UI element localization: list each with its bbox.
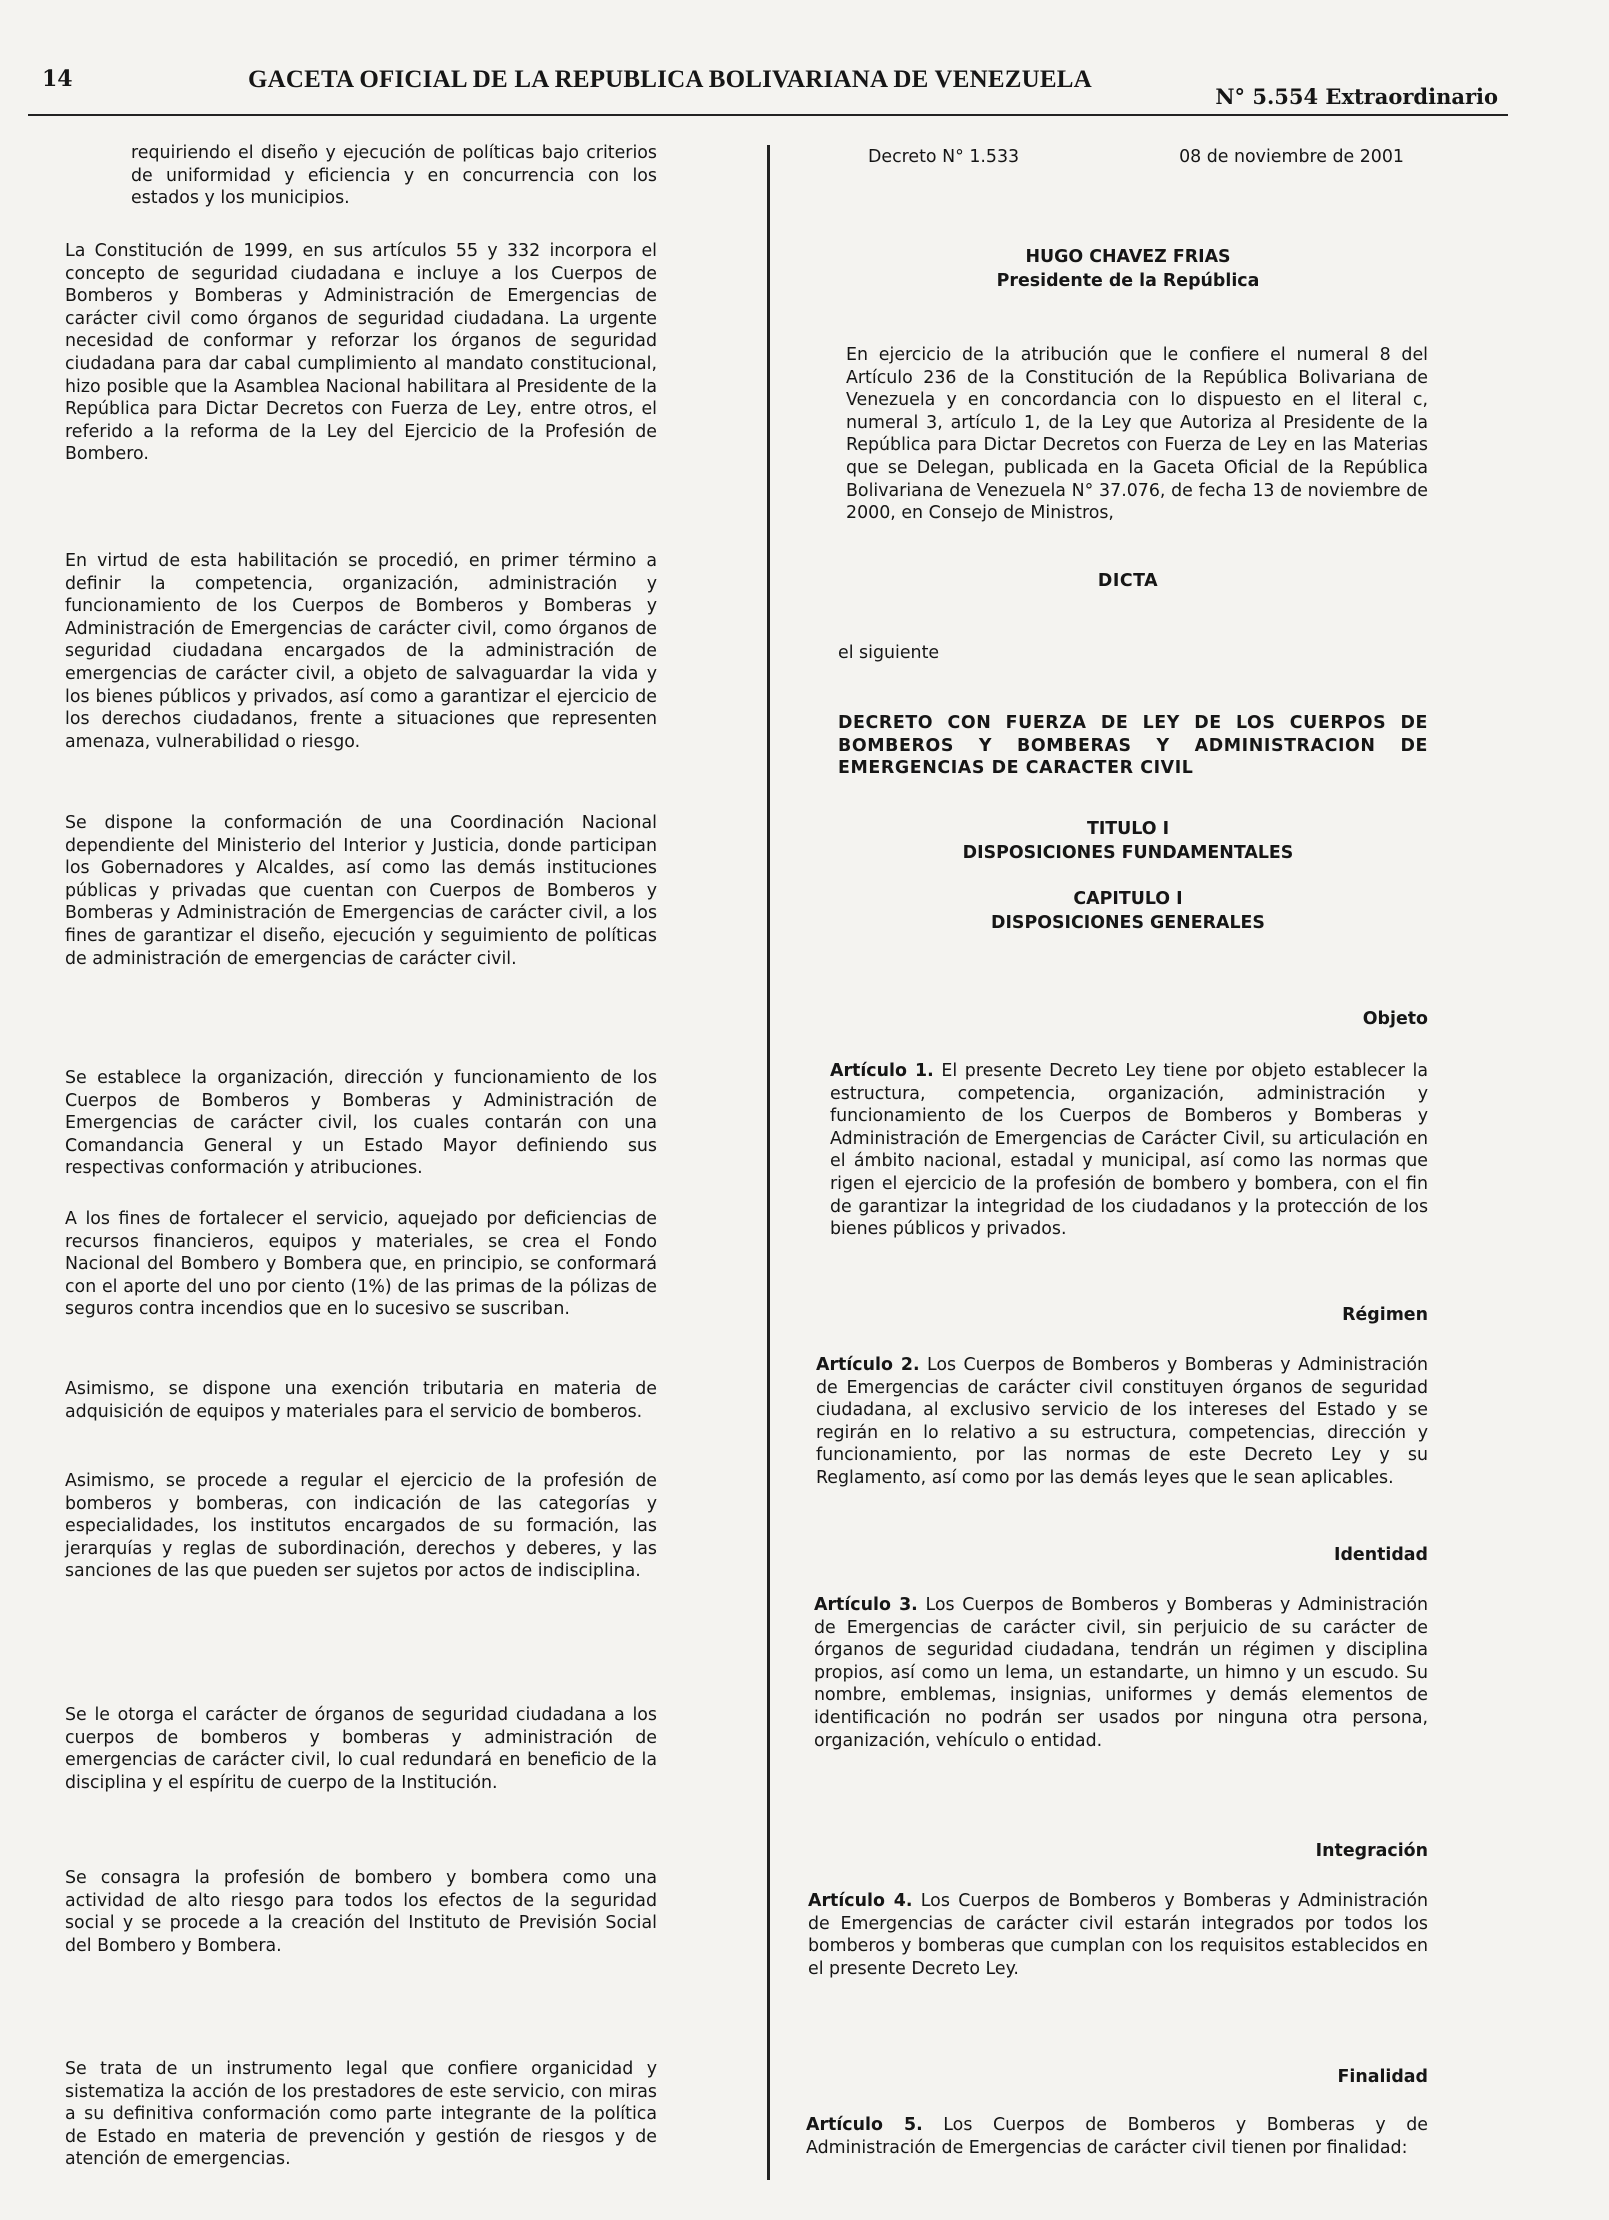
article-text: El presente Decreto Ley tiene por objeto establecer la estructura, competencia, organización, administración y funcionamiento de los Cuerpos de Bomberos y Bomberas y Administración de Emergencias de Carácter Civil, su articulación en el ámbito nacional, estadal y municipal, así como las normas que rigen el ejercicio de la profesión de bombero y bombera, con el fin de garantizar la integridad de los ciudadanos y la protección de los bienes públicos y privados. (830, 1061, 1429, 1240)
article-text: Los Cuerpos de Bomberos y Bomberas y Administración de Emergencias de carácter civil, sin perjuicio de su carácter de órganos de seguridad ciudadana, tendrán un régimen y disciplina propios, así como un lema, un estandarte, un himno y un escudo. Su nombre, emblemas, insignias, uniformes y demás elementos de identificación no podrán ser usados por ninguna otra persona, organización, vehículo o entidad. (814, 1595, 1429, 1751)
president-title: Presidente de la República (996, 271, 1260, 291)
paragraph: La Constitución de 1999, en sus artículos 55 y 332 incorpora el concepto de seguridad ciudadana e incluye a los Cuerpos de Bomberos y Bomberas y Administración de Emergencias de carácter civil como órganos de seguridad ciudadana. La urgente necesidad de conformar y reforzar los órganos de seguridad ciudadana para dar cabal cumplimiento al mandato constitucional, hizo posible que la Asamblea Nacional habilitara al Presidente de la República para Dictar Decretos con Fuerza de Ley, entre otros, el referido a la reforma de la Ley del Ejercicio de la Profesión de Bombero. (65, 241, 657, 465)
article-text: Los Cuerpos de Bomberos y Bomberas y Administración de Emergencias de carácter civil constituyen órganos de seguridad ciudadana, al exclusivo servicio de los intereses del Estado y se regirán en lo relativo a su estructura, competencias, dirección y funcionamiento, por las normas de este Decreto Ley y su Reglamento, así como por las demás leyes que le sean aplicables. (816, 1355, 1429, 1488)
article-2 (816, 1354, 1428, 1490)
header-rule (28, 114, 1508, 116)
article-heading-finalidad: Finalidad (1337, 2067, 1428, 2087)
article-number: Artículo 3. (814, 1595, 918, 1615)
article-4 (808, 1890, 1428, 1980)
article-heading-identidad: Identidad (1333, 1545, 1428, 1565)
paragraph: Se establece la organización, dirección y funcionamiento de los Cuerpos de Bomberos y Bomberas y Administración de Emergencias de carácter civil, los cuales contarán con una Comandancia General y un Estado Mayor definiendo sus respectivas conformación y atribuciones. (65, 1068, 657, 1179)
capitulo-name: DISPOSICIONES GENERALES (991, 913, 1265, 933)
paragraph: Se dispone la conformación de una Coordinación Nacional dependiente del Ministerio del Interior y Justicia, donde participan los Gobernadores y Alcaldes, así como las demás instituciones públicas y privadas que cuentan con Cuerpos de Bomberos y Bomberas y Administración de Emergencias de carácter civil, a los fines de garantizar el diseño, ejecución y seguimiento de políticas de administración de emergencias de carácter civil. (65, 813, 657, 969)
issue-number: N° 5.554 Extraordinario (1215, 84, 1498, 109)
page-number: 14 (42, 66, 73, 92)
paragraph: En virtud de esta habilitación se procedió, en primer término a definir la competencia, organización, administración y funcionamiento de los Cuerpos de Bomberos y Bomberas y Administración de Emergencias de carácter civil, como órganos de seguridad ciudadana encargados de la administración de emergencias de carácter civil, a objeto de salvaguardar la vida y los bienes públicos y privados, así como a garantizar el ejercicio de los derechos ciudadanos, frente a situaciones que representen amenaza, vulnerabilidad o riesgo. (65, 551, 657, 752)
paragraph: Asimismo, se dispone una exención tributaria en materia de adquisición de equipos y materiales para el servicio de bomberos. (65, 1379, 657, 1422)
preamble: En ejercicio de la atribución que le confiere el numeral 8 del Artículo 236 de la Constitución de la República Bolivariana de Venezuela y en concordancia con lo dispuesto en el literal c, numeral 3, artículo 1, de la Ley que Autoriza al Presidente de la República para Dictar Decretos con Fuerza de Ley en las Materias que se Delegan, publicada en la Gaceta Oficial de la República Bolivariana de Venezuela N° 37.076, de fecha 13 de noviembre de 2000, en Consejo de Ministros, (846, 345, 1428, 524)
titulo-name: DISPOSICIONES FUNDAMENTALES (962, 843, 1294, 863)
titulo-heading: TITULO I (1086, 819, 1170, 839)
article-1 (828, 1060, 1428, 1241)
article-number: Artículo 1. (830, 1061, 934, 1081)
article-number: Artículo 5. (806, 2115, 923, 2135)
dicta-heading: DICTA (1097, 571, 1159, 591)
article-text: Los Cuerpos de Bomberos y Bomberas y Administración de Emergencias de carácter civil estarán integrados por todos los bomberos y bomberas que cumplan con los requisitos establecidos en el presente Decreto Ley. (808, 1891, 1429, 1979)
article-text: Los Cuerpos de Bomberos y Bomberas y de Administración de Emergencias de carácter civil tienen por finalidad: (806, 2115, 1429, 2158)
page-header (28, 58, 1508, 109)
column-divider (767, 145, 770, 2180)
gazette-title: GACETA OFICIAL DE LA REPUBLICA BOLIVARIANA DE VENEZUELA (248, 66, 1092, 93)
paragraph: A los fines de fortalecer el servicio, aquejado por deficiencias de recursos financieros, equipos y materiales, se crea el Fondo Nacional del Bombero y Bombera que, en principio, se conformará con el aporte del uno por ciento (1%) de las primas de la pólizas de seguros contra incendios que en lo sucesivo se suscriban. (65, 1209, 657, 1320)
capitulo-heading: CAPITULO I (1073, 889, 1183, 909)
decree-date: 08 de noviembre de 2001 (1179, 147, 1404, 167)
article-5 (806, 2114, 1428, 2159)
article-3 (814, 1594, 1428, 1752)
paragraph: Se le otorga el carácter de órganos de seguridad ciudadana a los cuerpos de bomberos y bomberas y administración de emergencias de carácter civil, lo cual redundará en beneficio de la disciplina y el espíritu de cuerpo de la Institución. (65, 1705, 657, 1793)
article-heading-integracion: Integración (1315, 1841, 1428, 1861)
el-siguiente: el siguiente (838, 643, 940, 663)
paragraph: Se consagra la profesión de bombero y bombera como una actividad de alto riesgo para todos los efectos de la seguridad social y se procede a la creación del Instituto de Previsión Social del Bombero y Bombera. (65, 1868, 657, 1956)
president-name: HUGO CHAVEZ FRIAS (1025, 247, 1231, 267)
decree-number: Decreto N° 1.533 (868, 147, 1020, 167)
decree-header (828, 146, 1428, 169)
paragraph: Se trata de un instrumento legal que confiere organicidad y sistematiza la acción de los prestadores de este servicio, con miras a su definitiva conformación como parte integrante de la política de Estado en materia de prevención y gestión de riesgos y de atención de emergencias. (65, 2059, 657, 2170)
decree-title: DECRETO CON FUERZA DE LEY DE LOS CUERPOS DE BOMBEROS Y BOMBERAS Y ADMINISTRACION DE EMERGENCIAS DE CARACTER CIVIL (838, 713, 1428, 779)
article-number: Artículo 4. (808, 1891, 913, 1911)
article-heading-objeto: Objeto (1362, 1009, 1428, 1029)
paragraph: Asimismo, se procede a regular el ejercicio de la profesión de bomberos y bomberas, con indicación de las categorías y especialidades, los institutos encargados de su formación, las jerarquías y reglas de subordinación, derechos y deberes, y las sanciones de las que pueden ser sujetos por actos de indisciplina. (65, 1471, 657, 1582)
article-number: Artículo 2. (816, 1355, 920, 1375)
article-heading-regimen: Régimen (1342, 1305, 1428, 1325)
paragraph: requiriendo el diseño y ejecución de políticas bajo criterios de uniformidad y eficiencia y en concurrencia con los estados y los municipios. (131, 143, 657, 209)
